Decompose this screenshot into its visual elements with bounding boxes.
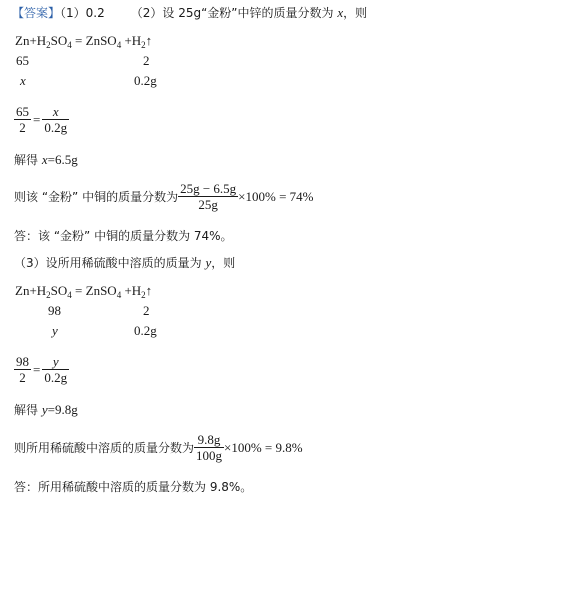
acid-fraction: $\frac{9.8g}{100g}$ xyxy=(196,432,223,463)
copper-fraction-line: 则该 “金粉” 中铜的质量分数为 $\frac{25g - 6.5g}{25g}$ ×100% = 74% xyxy=(14,181,314,212)
header-line xyxy=(12,5,367,21)
fraction-left: $\frac{98}{2}$ xyxy=(16,354,29,385)
gas-arrow-icon: ↑ xyxy=(145,283,153,298)
copper-fraction: $\frac{25g - 6.5g}{25g}$ xyxy=(180,181,237,212)
answer-tag: 【答案】 xyxy=(12,6,61,20)
acid-molar-mass: 98 xyxy=(48,303,61,318)
part3-intro: （3）设所用稀硫酸中溶质的质量为 y，则 xyxy=(14,255,236,270)
proportion-2: $\frac{98}{2}$ = $\frac{y}{0.2g}$ xyxy=(16,354,68,385)
h2-mass-value: 0.2g xyxy=(134,73,157,88)
var-x: x xyxy=(337,5,344,20)
fraction-left: $\frac{65}{2}$ xyxy=(16,104,29,135)
h2-mass-value-2: 0.2g xyxy=(134,323,157,338)
solve-x: 解得 x=6.5g xyxy=(14,152,78,167)
zn-unknown: x xyxy=(20,73,26,88)
gas-arrow-icon: ↑ xyxy=(145,33,153,48)
answer-part3: 答：所用稀硫酸中溶质的质量分数为 9.8%。 xyxy=(14,480,253,494)
solve-y: 解得 y=9.8g xyxy=(14,402,78,417)
acid-unknown: y xyxy=(52,323,58,338)
h2-molar-mass-2: 2 xyxy=(143,303,150,318)
part2-intro: （2）设 25g“金粉”中锌的质量分数为 xyxy=(130,6,338,20)
reaction-equation-2: $Zn+H_2SO_4$ = ZnSO$_4$ $+H_2↑$ xyxy=(15,283,153,300)
fraction-right: $\frac{y}{0.2g}$ xyxy=(44,354,68,385)
part2-suffix: ，则 xyxy=(343,6,368,20)
part1-answer: （1）0.2 xyxy=(60,6,105,20)
answer-part2: 答：该 “金粉” 中铜的质量分数为 74%。 xyxy=(14,229,233,243)
acid-fraction-line: 则所用稀硫酸中溶质的质量分数为 $\frac{9.8g}{100g}$ ×100% = 9.8% xyxy=(14,432,303,463)
h2-molar-mass: 2 xyxy=(143,53,150,68)
reaction-equation-1: $Zn+H_2SO_4$ = ZnSO$_4$ $+H_2↑$ xyxy=(15,33,153,50)
zn-molar-mass: 65 xyxy=(16,53,29,68)
var-y: y xyxy=(205,255,212,270)
proportion-1: $\frac{65}{2}$ = $\frac{x}{0.2g}$ xyxy=(16,104,68,135)
fraction-right: $\frac{x}{0.2g}$ xyxy=(44,104,68,135)
